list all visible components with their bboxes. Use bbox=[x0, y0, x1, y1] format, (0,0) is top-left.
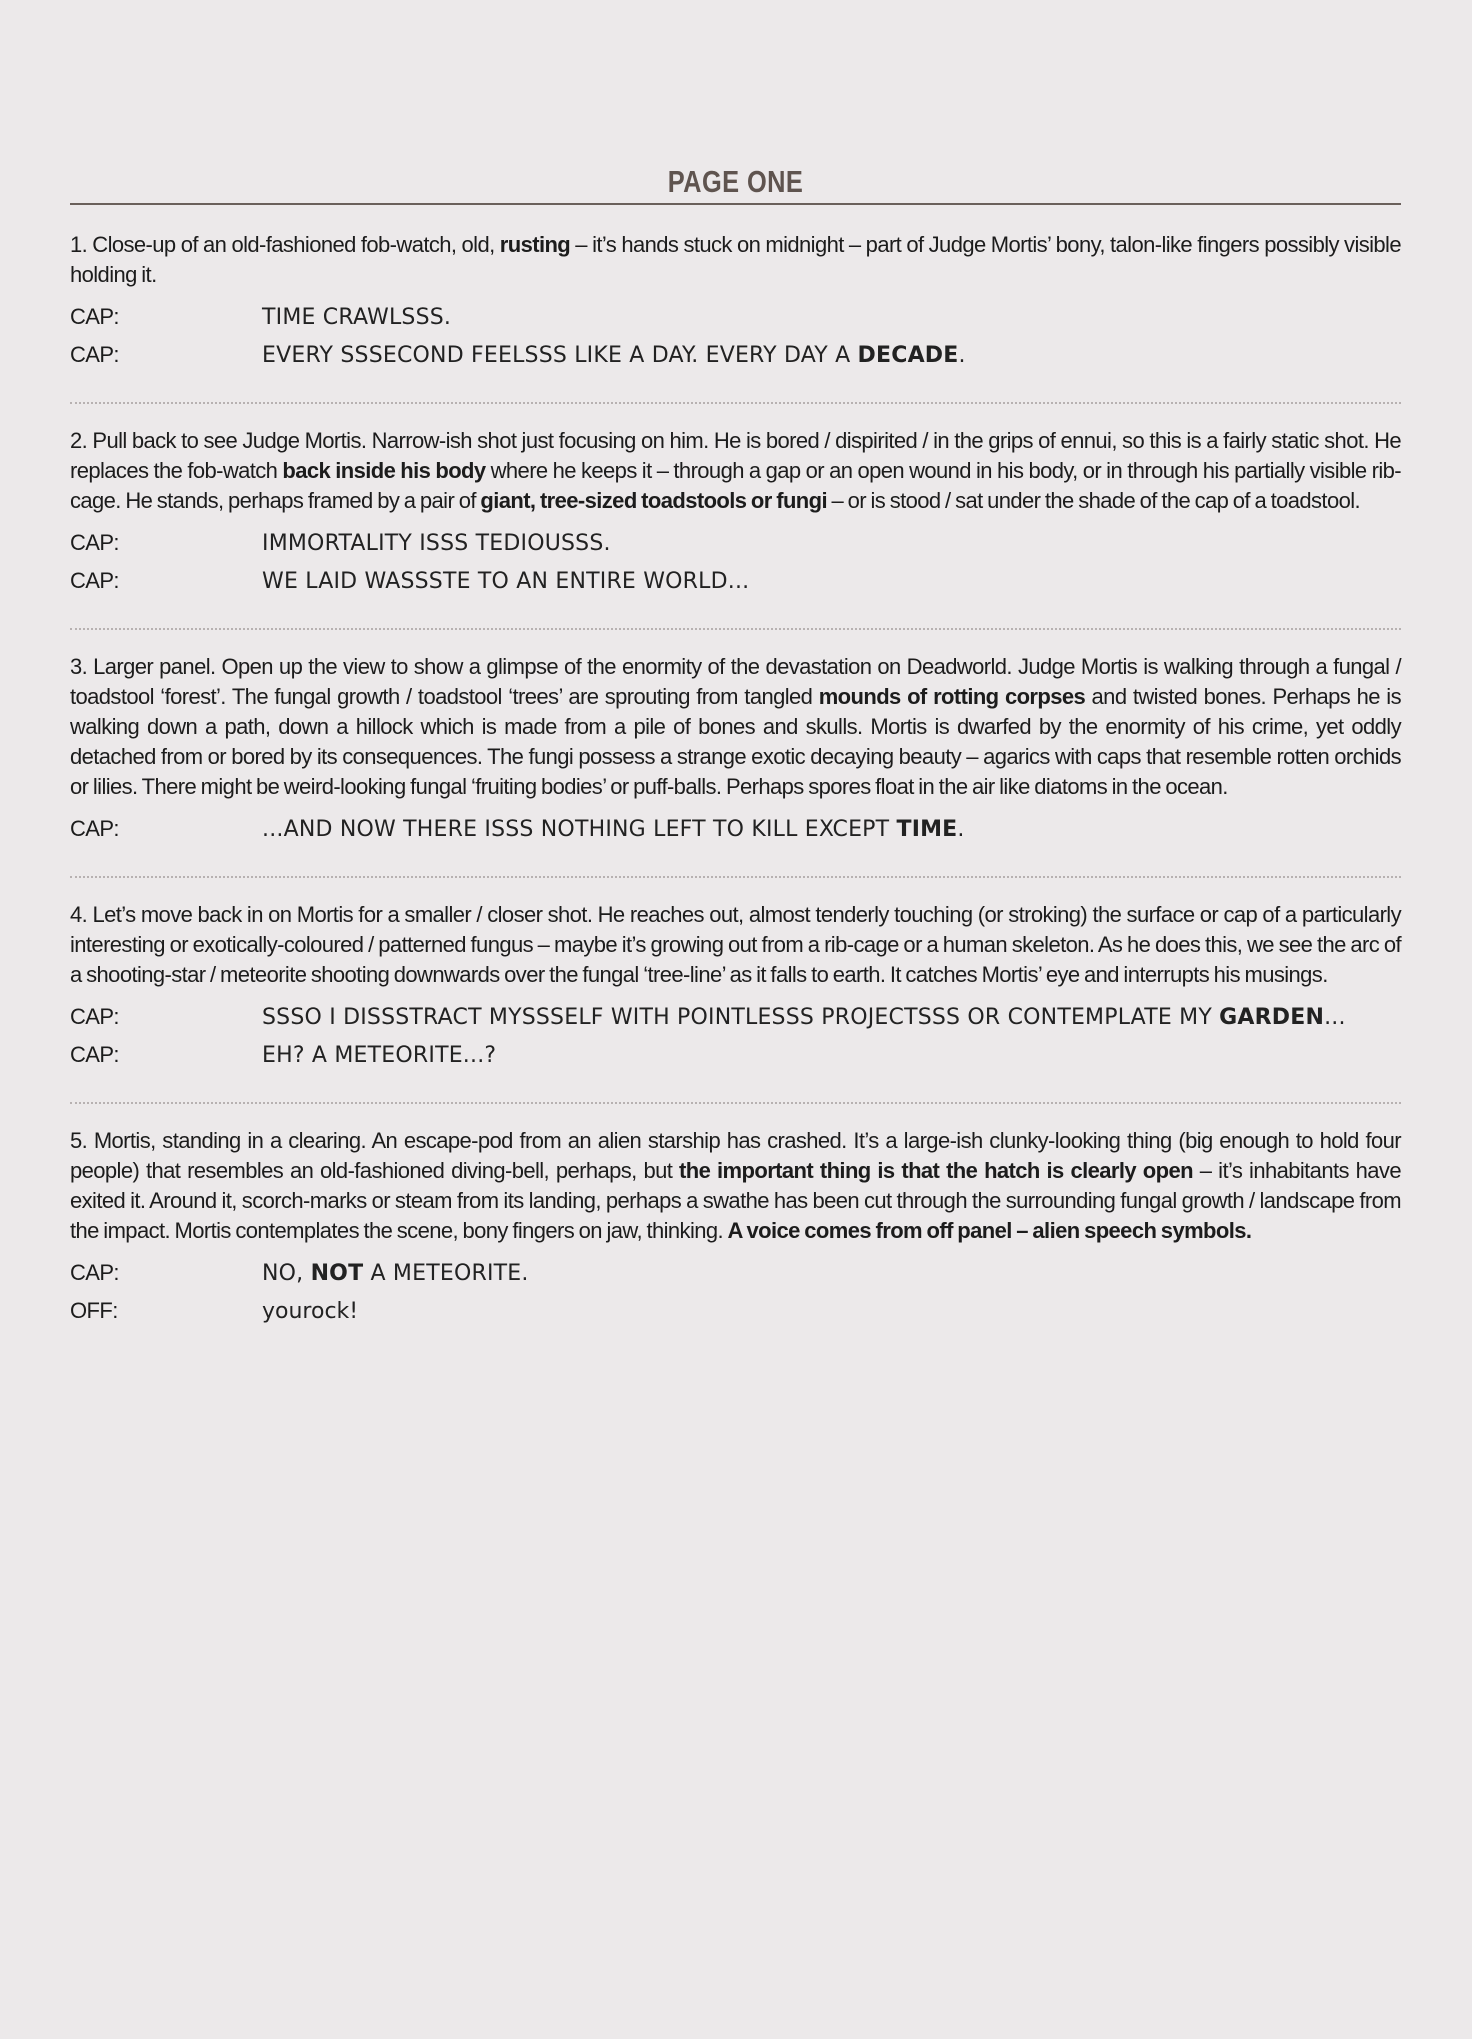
title-rule bbox=[70, 203, 1401, 205]
text-run: WE LAID WASSSTE TO AN ENTIRE WORLD... bbox=[262, 569, 750, 594]
text-run: TIME CRAWLSSS. bbox=[262, 305, 452, 330]
panel-divider bbox=[70, 1102, 1401, 1104]
text-run: ...AND NOW THERE ISSS NOTHING LEFT TO KILL EXCEPT bbox=[262, 817, 897, 842]
text-run: NO, bbox=[262, 1261, 311, 1286]
caption-label: CAP: bbox=[70, 1004, 119, 1029]
text-run: – it’s hands stuck on midnight – part of Judge Mortis’ bony, talon-like fingers possibly visible holding it. bbox=[70, 232, 1401, 287]
caption-row bbox=[70, 816, 1401, 854]
caption-text bbox=[262, 1005, 1346, 1030]
text-run: 4. Let’s move back in on Mortis for a smaller / closer shot. He reaches out, almost tenderly touching (or stroking) the surface or cap of a particularly interesting or exotically-coloured / patterned fungus – maybe it’s growing out from a rib-cage or a human skeleton. As he does this, we see the arc of a shooting-star / meteorite shooting downwards over the fungal ‘tree-line’ as it falls to earth. It catches Mortis’ eye and interrupts his musings. bbox=[70, 902, 1401, 987]
text-run: ... bbox=[1324, 1005, 1346, 1030]
caption-row bbox=[70, 568, 1401, 606]
bold-text: rusting bbox=[499, 232, 571, 257]
caption-label: CAP: bbox=[70, 568, 119, 593]
panel-description bbox=[70, 1126, 1401, 1246]
text-run: . bbox=[958, 343, 966, 368]
bold-text: DECADE bbox=[857, 343, 959, 368]
caption-text bbox=[262, 1299, 358, 1324]
caption-text bbox=[262, 531, 611, 556]
caption-label: CAP: bbox=[70, 1042, 119, 1067]
text-run: 3. Larger panel. Open up the view to show a glimpse of the enormity of the devastation on Deadworld. Judge Mortis is walking through a fungal / toadstool ‘forest’. The fungal growth / toadstool ‘trees’ are sprouting from tangled bbox=[70, 654, 1401, 709]
bold-text: NOT bbox=[310, 1261, 364, 1286]
caption-row bbox=[70, 1004, 1401, 1042]
panel-divider bbox=[70, 628, 1401, 630]
caption-text bbox=[262, 569, 749, 594]
text-run: 1. Close-up of an old-fashioned fob-watch, old, bbox=[70, 232, 500, 257]
caption-row bbox=[70, 1298, 1401, 1336]
caption-row bbox=[70, 1042, 1401, 1080]
bold-text: giant, tree-sized toadstools or fungi bbox=[480, 488, 827, 513]
text-run: – or is stood / sat under the shade of the cap of a toadstool. bbox=[826, 488, 1361, 513]
caption-text bbox=[262, 1261, 529, 1286]
panel-4 bbox=[70, 900, 1401, 1080]
caption-label: CAP: bbox=[70, 816, 119, 841]
bold-text: TIME bbox=[896, 817, 958, 842]
caption-row bbox=[70, 342, 1401, 380]
caption-text bbox=[262, 817, 965, 842]
bold-text: back inside his body bbox=[282, 458, 486, 483]
panel-1 bbox=[70, 230, 1401, 380]
bold-text: the important thing is that the hatch is clearly open bbox=[679, 1158, 1193, 1183]
text-run: SSSO I DISSSTRACT MYSSSELF WITH POINTLESSS PROJECTSSS OR CONTEMPLATE MY bbox=[262, 1005, 1220, 1030]
text-run: . bbox=[957, 817, 965, 842]
text-run: A METEORITE. bbox=[363, 1261, 529, 1286]
bold-text: mounds of rotting corpses bbox=[818, 684, 1086, 709]
panel-divider bbox=[70, 876, 1401, 878]
text-run: EVERY SSSECOND FEELSSS LIKE A DAY. EVERY DAY A bbox=[262, 343, 858, 368]
caption-row bbox=[70, 530, 1401, 568]
bold-text: GARDEN bbox=[1219, 1005, 1325, 1030]
panel-2 bbox=[70, 426, 1401, 606]
text-run: yourock! bbox=[262, 1299, 359, 1324]
text-run: IMMORTALITY ISSS TEDIOUSSS. bbox=[262, 531, 611, 556]
caption-row bbox=[70, 1260, 1401, 1298]
caption-label: CAP: bbox=[70, 342, 119, 367]
caption-label: CAP: bbox=[70, 530, 119, 555]
text-run: where he keeps it – through a gap or an open wound in his body, or in through his partially visible rib-cage. He stands, perhaps framed by a pair of bbox=[70, 458, 1402, 513]
text-run: – it’s inhabitants have exited it. Around it, scorch-marks or steam from its landing, perhaps a swathe has been cut through the surrounding fungal growth / landscape from the impact. Mortis contemplates the scene, bony fingers on jaw, thinking. bbox=[70, 1158, 1401, 1243]
caption-text bbox=[262, 343, 966, 368]
panel-description bbox=[70, 900, 1401, 990]
panel-3 bbox=[70, 652, 1401, 854]
panel-description bbox=[70, 426, 1401, 516]
caption-label: CAP: bbox=[70, 304, 119, 329]
caption-label: OFF: bbox=[70, 1298, 118, 1323]
page-title: PAGE ONE bbox=[667, 164, 804, 199]
bold-text: A voice comes from off panel – alien speech symbols. bbox=[727, 1218, 1252, 1243]
text-run: 5. Mortis, standing in a clearing. An escape-pod from an alien starship has crashed. It’s a large-ish clunky-looking thing (big enough to hold four people) that resembles an old-fashioned diving-bell, perhaps, but bbox=[70, 1128, 1401, 1183]
caption-text bbox=[262, 1043, 496, 1068]
caption-row bbox=[70, 304, 1401, 342]
caption-text bbox=[262, 305, 451, 330]
panel-divider bbox=[70, 402, 1401, 404]
script-content bbox=[70, 230, 1401, 1336]
text-run: EH? A METEORITE...? bbox=[262, 1043, 497, 1068]
text-run: 2. Pull back to see Judge Mortis. Narrow-ish shot just focusing on him. He is bored / dispirited / in the grips of ennui, so this is a fairly static shot. He replaces the fob-watch bbox=[70, 428, 1401, 483]
caption-label: CAP: bbox=[70, 1260, 119, 1285]
panel-description bbox=[70, 230, 1401, 290]
text-run: and twisted bones. Perhaps he is walking down a path, down a hillock which is made from a pile of bones and skulls. Mortis is dwarfed by the enormity of his crime, yet oddly detached from or bored by its consequences. The fungi possess a strange exotic decaying beauty – agarics with caps that resemble rotten orchids or lilies. There might be weird-looking fungal ‘fruiting bodies’ or puff-balls. Perhaps spores float in the air like diatoms in the ocean. bbox=[70, 684, 1401, 799]
panel-description bbox=[70, 652, 1401, 802]
panel-5 bbox=[70, 1126, 1401, 1336]
